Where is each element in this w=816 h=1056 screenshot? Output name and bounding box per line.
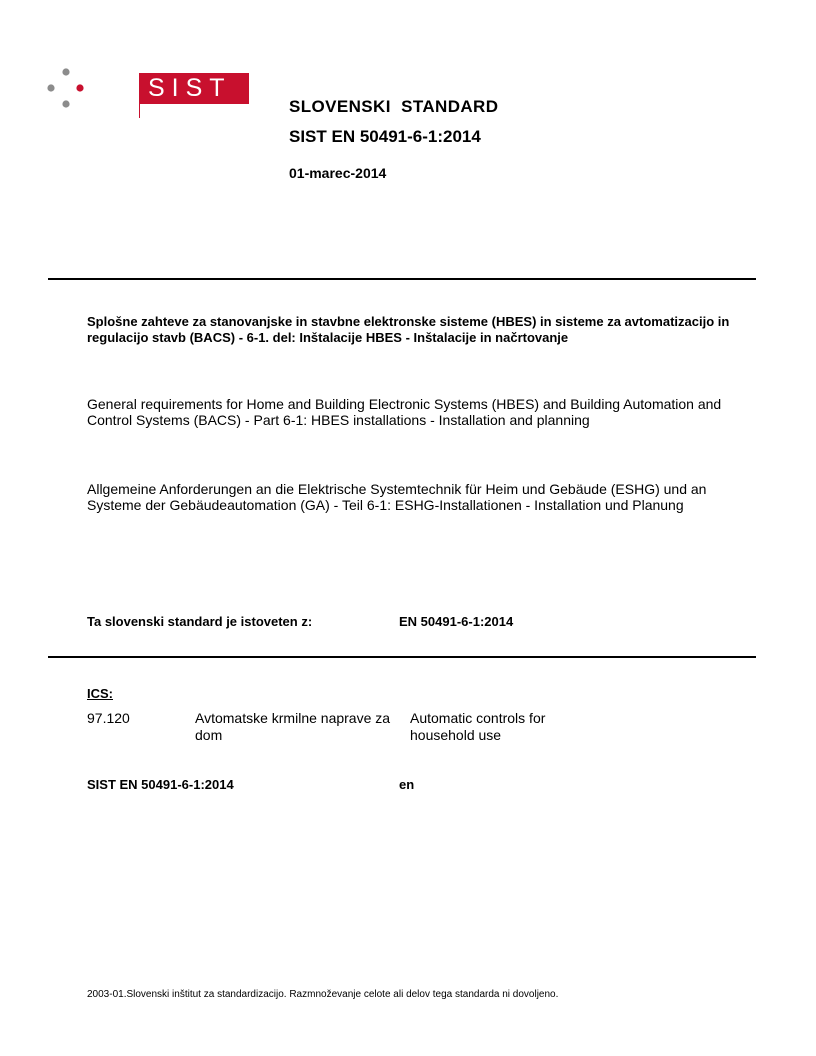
ics-description-slovenian: Avtomatske krmilne naprave za dom <box>195 710 391 743</box>
divider-top <box>48 278 756 280</box>
document-type: SLOVENSKI STANDARD <box>289 97 499 116</box>
ics-description-english: Automatic controls for household use <box>410 710 546 743</box>
divider-bottom <box>48 656 756 658</box>
logo-rule <box>139 104 140 118</box>
document-number: SIST EN 50491-6-1:2014 <box>289 127 481 146</box>
publication-date: 01-marec-2014 <box>289 165 387 181</box>
ics-label: ICS: <box>87 686 113 701</box>
footer-document-number: SIST EN 50491-6-1:2014 <box>87 777 234 792</box>
title-english: General requirements for Home and Building Electronic Systems (HBES) and Building Automation and Control Systems (BACS) - Part 6-1: HBES installations - Installation and planning <box>87 396 722 428</box>
identity-value: EN 50491-6-1:2014 <box>399 614 514 629</box>
ics-code: 97.120 <box>87 710 130 726</box>
title-slovenian: Splošne zahteve za stanovanjske in stavbne elektronske sisteme (HBES) in sisteme za avtomatizacijo in regulacijo stavb (BACS) - 6-1. del: Inštalacije HBES - Inštalacije in načrtovanje <box>87 314 730 345</box>
copyright-notice: 2003-01.Slovenski inštitut za standardizacijo. Razmnoževanje celote ali delov tega standarda ni dovoljeno. <box>87 989 559 1000</box>
logo-wordmark: SIST <box>139 73 249 104</box>
title-german: Allgemeine Anforderungen an die Elektrische Systemtechnik für Heim und Gebäude (ESHG) und an Systeme der Gebäudeautomation (GA) - Teil 6-1: ESHG-Installationen - Installation und Planung <box>87 481 707 513</box>
identity-label: Ta slovenski standard je istoveten z: <box>87 614 313 629</box>
footer-language: en <box>399 777 415 792</box>
sist-logo <box>46 66 232 122</box>
